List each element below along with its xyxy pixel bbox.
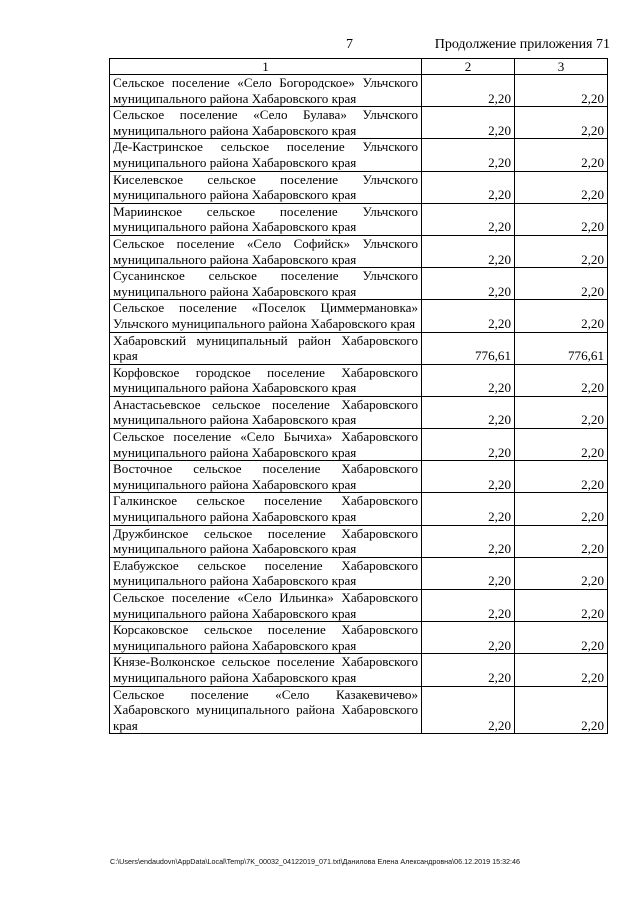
table-row — [110, 622, 608, 654]
municipality-name-cell: Мариинское сельское поселение Ульчского муниципального района Хабаровского края — [110, 203, 422, 235]
value-cell-col2: 2,20 — [422, 590, 515, 622]
value-cell-col2: 2,20 — [422, 75, 515, 107]
value-cell-col2: 2,20 — [422, 429, 515, 461]
municipality-name-cell: Анастасьевское сельское поселение Хабаровского муниципального района Хабаровского края — [110, 396, 422, 428]
value-cell-col3: 2,20 — [515, 429, 608, 461]
table-row — [110, 493, 608, 525]
column-header: 3 — [515, 59, 608, 75]
column-header: 2 — [422, 59, 515, 75]
table-row — [110, 461, 608, 493]
municipality-name-cell: Сельское поселение «Поселок Циммермановка» Ульчского муниципального района Хабаровского края — [110, 300, 422, 332]
table-row — [110, 107, 608, 139]
table-row — [110, 75, 608, 107]
appendix-table — [109, 58, 608, 734]
municipality-name-cell: Сусанинское сельское поселение Ульчского муниципального района Хабаровского края — [110, 268, 422, 300]
table-row — [110, 557, 608, 589]
value-cell-col2: 2,20 — [422, 525, 515, 557]
municipality-name-cell: Киселевское сельское поселение Ульчского муниципального района Хабаровского края — [110, 171, 422, 203]
table-row — [110, 139, 608, 171]
value-cell-col2: 2,20 — [422, 654, 515, 686]
value-cell-col2: 2,20 — [422, 364, 515, 396]
municipality-name-cell: Елабужское сельское поселение Хабаровского муниципального района Хабаровского края — [110, 557, 422, 589]
value-cell-col2: 2,20 — [422, 396, 515, 428]
municipality-name-cell: Корфовское городское поселение Хабаровского муниципального района Хабаровского края — [110, 364, 422, 396]
value-cell-col3: 2,20 — [515, 461, 608, 493]
municipality-name-cell: Восточное сельское поселение Хабаровского муниципального района Хабаровского края — [110, 461, 422, 493]
table-row — [110, 235, 608, 267]
value-cell-col3: 2,20 — [515, 493, 608, 525]
value-cell-col3: 776,61 — [515, 332, 608, 364]
value-cell-col2: 2,20 — [422, 139, 515, 171]
value-cell-col2: 2,20 — [422, 107, 515, 139]
table-row — [110, 429, 608, 461]
table-row — [110, 268, 608, 300]
appendix-continuation-title: Продолжение приложения 71 — [434, 37, 610, 52]
value-cell-col2: 2,20 — [422, 171, 515, 203]
value-cell-col2: 2,20 — [422, 268, 515, 300]
value-cell-col2: 2,20 — [422, 686, 515, 734]
table-row — [110, 686, 608, 734]
value-cell-col3: 2,20 — [515, 364, 608, 396]
page-number: 7 — [346, 37, 353, 52]
value-cell-col3: 2,20 — [515, 107, 608, 139]
value-cell-col2: 2,20 — [422, 300, 515, 332]
value-cell-col2: 2,20 — [422, 461, 515, 493]
municipality-name-cell: Хабаровский муниципальный район Хабаровского края — [110, 332, 422, 364]
table-row — [110, 300, 608, 332]
value-cell-col2: 2,20 — [422, 622, 515, 654]
municipality-name-cell: Сельское поселение «Село Софийск» Ульчского муниципального района Хабаровского края — [110, 235, 422, 267]
value-cell-col3: 2,20 — [515, 268, 608, 300]
value-cell-col3: 2,20 — [515, 525, 608, 557]
municipality-name-cell: Сельское поселение «Село Бычиха» Хабаровского муниципального района Хабаровского края — [110, 429, 422, 461]
table-row — [110, 332, 608, 364]
value-cell-col2: 2,20 — [422, 493, 515, 525]
table-row — [110, 171, 608, 203]
table-row — [110, 654, 608, 686]
value-cell-col3: 2,20 — [515, 590, 608, 622]
table-row — [110, 203, 608, 235]
municipality-name-cell: Сельское поселение «Село Ильинка» Хабаровского муниципального района Хабаровского края — [110, 590, 422, 622]
value-cell-col3: 2,20 — [515, 557, 608, 589]
value-cell-col2: 2,20 — [422, 203, 515, 235]
value-cell-col3: 2,20 — [515, 139, 608, 171]
municipality-name-cell: Дружбинское сельское поселение Хабаровского муниципального района Хабаровского края — [110, 525, 422, 557]
municipality-name-cell: Сельское поселение «Село Казакевичево» Хабаровского муниципального района Хабаровского края — [110, 686, 422, 734]
table-row — [110, 525, 608, 557]
table-row — [110, 396, 608, 428]
file-path-footer: C:\Users\endaudovn\AppData\Local\Temp\7K_00032_04122019_071.txt\Данилова Елена Александровна\06.12.2019 15:32:46 — [110, 857, 521, 866]
table-row — [110, 364, 608, 396]
value-cell-col3: 2,20 — [515, 686, 608, 734]
column-header: 1 — [110, 59, 422, 75]
value-cell-col3: 2,20 — [515, 622, 608, 654]
municipality-name-cell: Галкинское сельское поселение Хабаровского муниципального района Хабаровского края — [110, 493, 422, 525]
municipality-name-cell: Сельское поселение «Село Булава» Ульчского муниципального района Хабаровского края — [110, 107, 422, 139]
value-cell-col3: 2,20 — [515, 75, 608, 107]
value-cell-col3: 2,20 — [515, 396, 608, 428]
table-row — [110, 590, 608, 622]
table-header-row — [110, 59, 608, 75]
value-cell-col3: 2,20 — [515, 235, 608, 267]
value-cell-col3: 2,20 — [515, 171, 608, 203]
table-body — [110, 75, 608, 734]
municipality-name-cell: Корсаковское сельское поселение Хабаровского муниципального района Хабаровского края — [110, 622, 422, 654]
value-cell-col2: 776,61 — [422, 332, 515, 364]
municipality-name-cell: Де-Кастринское сельское поселение Ульчского муниципального района Хабаровского края — [110, 139, 422, 171]
value-cell-col3: 2,20 — [515, 300, 608, 332]
value-cell-col2: 2,20 — [422, 557, 515, 589]
municipality-name-cell: Сельское поселение «Село Богородское» Ульчского муниципального района Хабаровского края — [110, 75, 422, 107]
value-cell-col3: 2,20 — [515, 654, 608, 686]
municipality-name-cell: Князе-Волконское сельское поселение Хабаровского муниципального района Хабаровского края — [110, 654, 422, 686]
value-cell-col2: 2,20 — [422, 235, 515, 267]
value-cell-col3: 2,20 — [515, 203, 608, 235]
